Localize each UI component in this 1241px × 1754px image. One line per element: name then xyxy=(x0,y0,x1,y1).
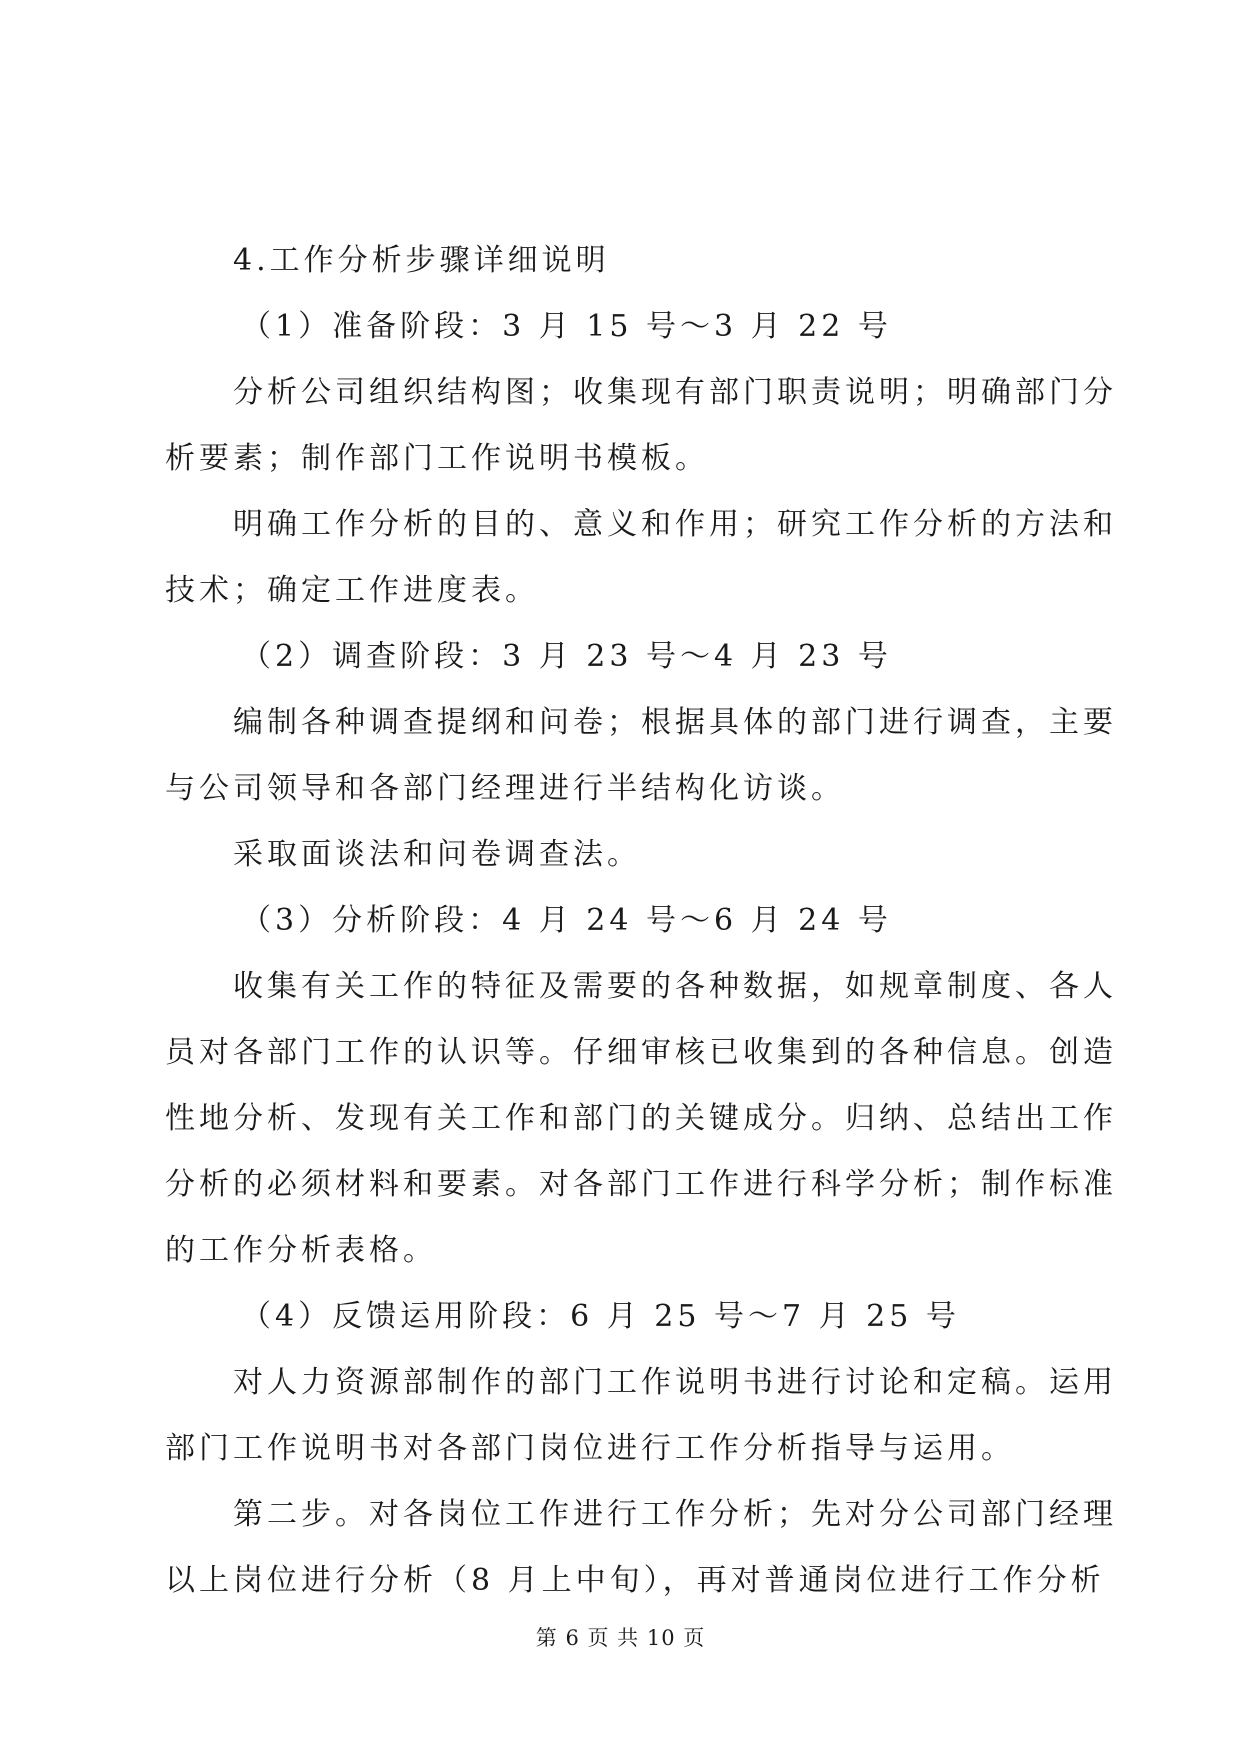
text-line: 析要素；制作部门工作说明书模板。 xyxy=(165,441,709,476)
text-line: 编制各种调查提纲和问卷；根据具体的部门进行调查，主要 xyxy=(233,705,1117,740)
text-line: 以上岗位进行分析（8 月上中旬），再对普通岗位进行工作分析 xyxy=(165,1563,1105,1598)
text-line: （2）调查阶段：3 月 23 号～4 月 23 号 xyxy=(241,639,892,674)
page-number-footer: 第 6 页 共 10 页 xyxy=(535,1626,706,1650)
text-line: （4）反馈运用阶段：6 月 25 号～7 月 25 号 xyxy=(241,1299,960,1334)
text-line: 员对各部门工作的认识等。仔细审核已收集到的各种信息。创造 xyxy=(165,1035,1117,1070)
text-line: 与公司领导和各部门经理进行半结构化访谈。 xyxy=(165,771,845,806)
text-line: 的工作分析表格。 xyxy=(165,1233,437,1268)
text-line: 性地分析、发现有关工作和部门的关键成分。归纳、总结出工作 xyxy=(165,1101,1117,1136)
text-line: 收集有关工作的特征及需要的各种数据，如规章制度、各人 xyxy=(233,969,1117,1004)
text-line: 部门工作说明书对各部门岗位进行工作分析指导与运用。 xyxy=(165,1431,1015,1466)
text-line: 分析公司组织结构图；收集现有部门职责说明；明确部门分 xyxy=(233,375,1117,410)
text-line: （1）准备阶段：3 月 15 号～3 月 22 号 xyxy=(241,309,892,344)
text-line: 明确工作分析的目的、意义和作用；研究工作分析的方法和 xyxy=(233,507,1117,542)
text-line: 分析的必须材料和要素。对各部门工作进行科学分析；制作标准 xyxy=(165,1167,1117,1202)
text-line: 对人力资源部制作的部门工作说明书进行讨论和定稿。运用 xyxy=(233,1365,1117,1400)
text-line: 4.工作分析步骤详细说明 xyxy=(233,243,610,278)
text-line: 采取面谈法和问卷调查法。 xyxy=(233,837,641,872)
document-body xyxy=(165,228,1117,1614)
text-line: 技术；确定工作进度表。 xyxy=(165,573,539,608)
text-line: （3）分析阶段：4 月 24 号～6 月 24 号 xyxy=(241,903,892,938)
text-line: 第二步。对各岗位工作进行工作分析；先对分公司部门经理 xyxy=(233,1497,1117,1532)
